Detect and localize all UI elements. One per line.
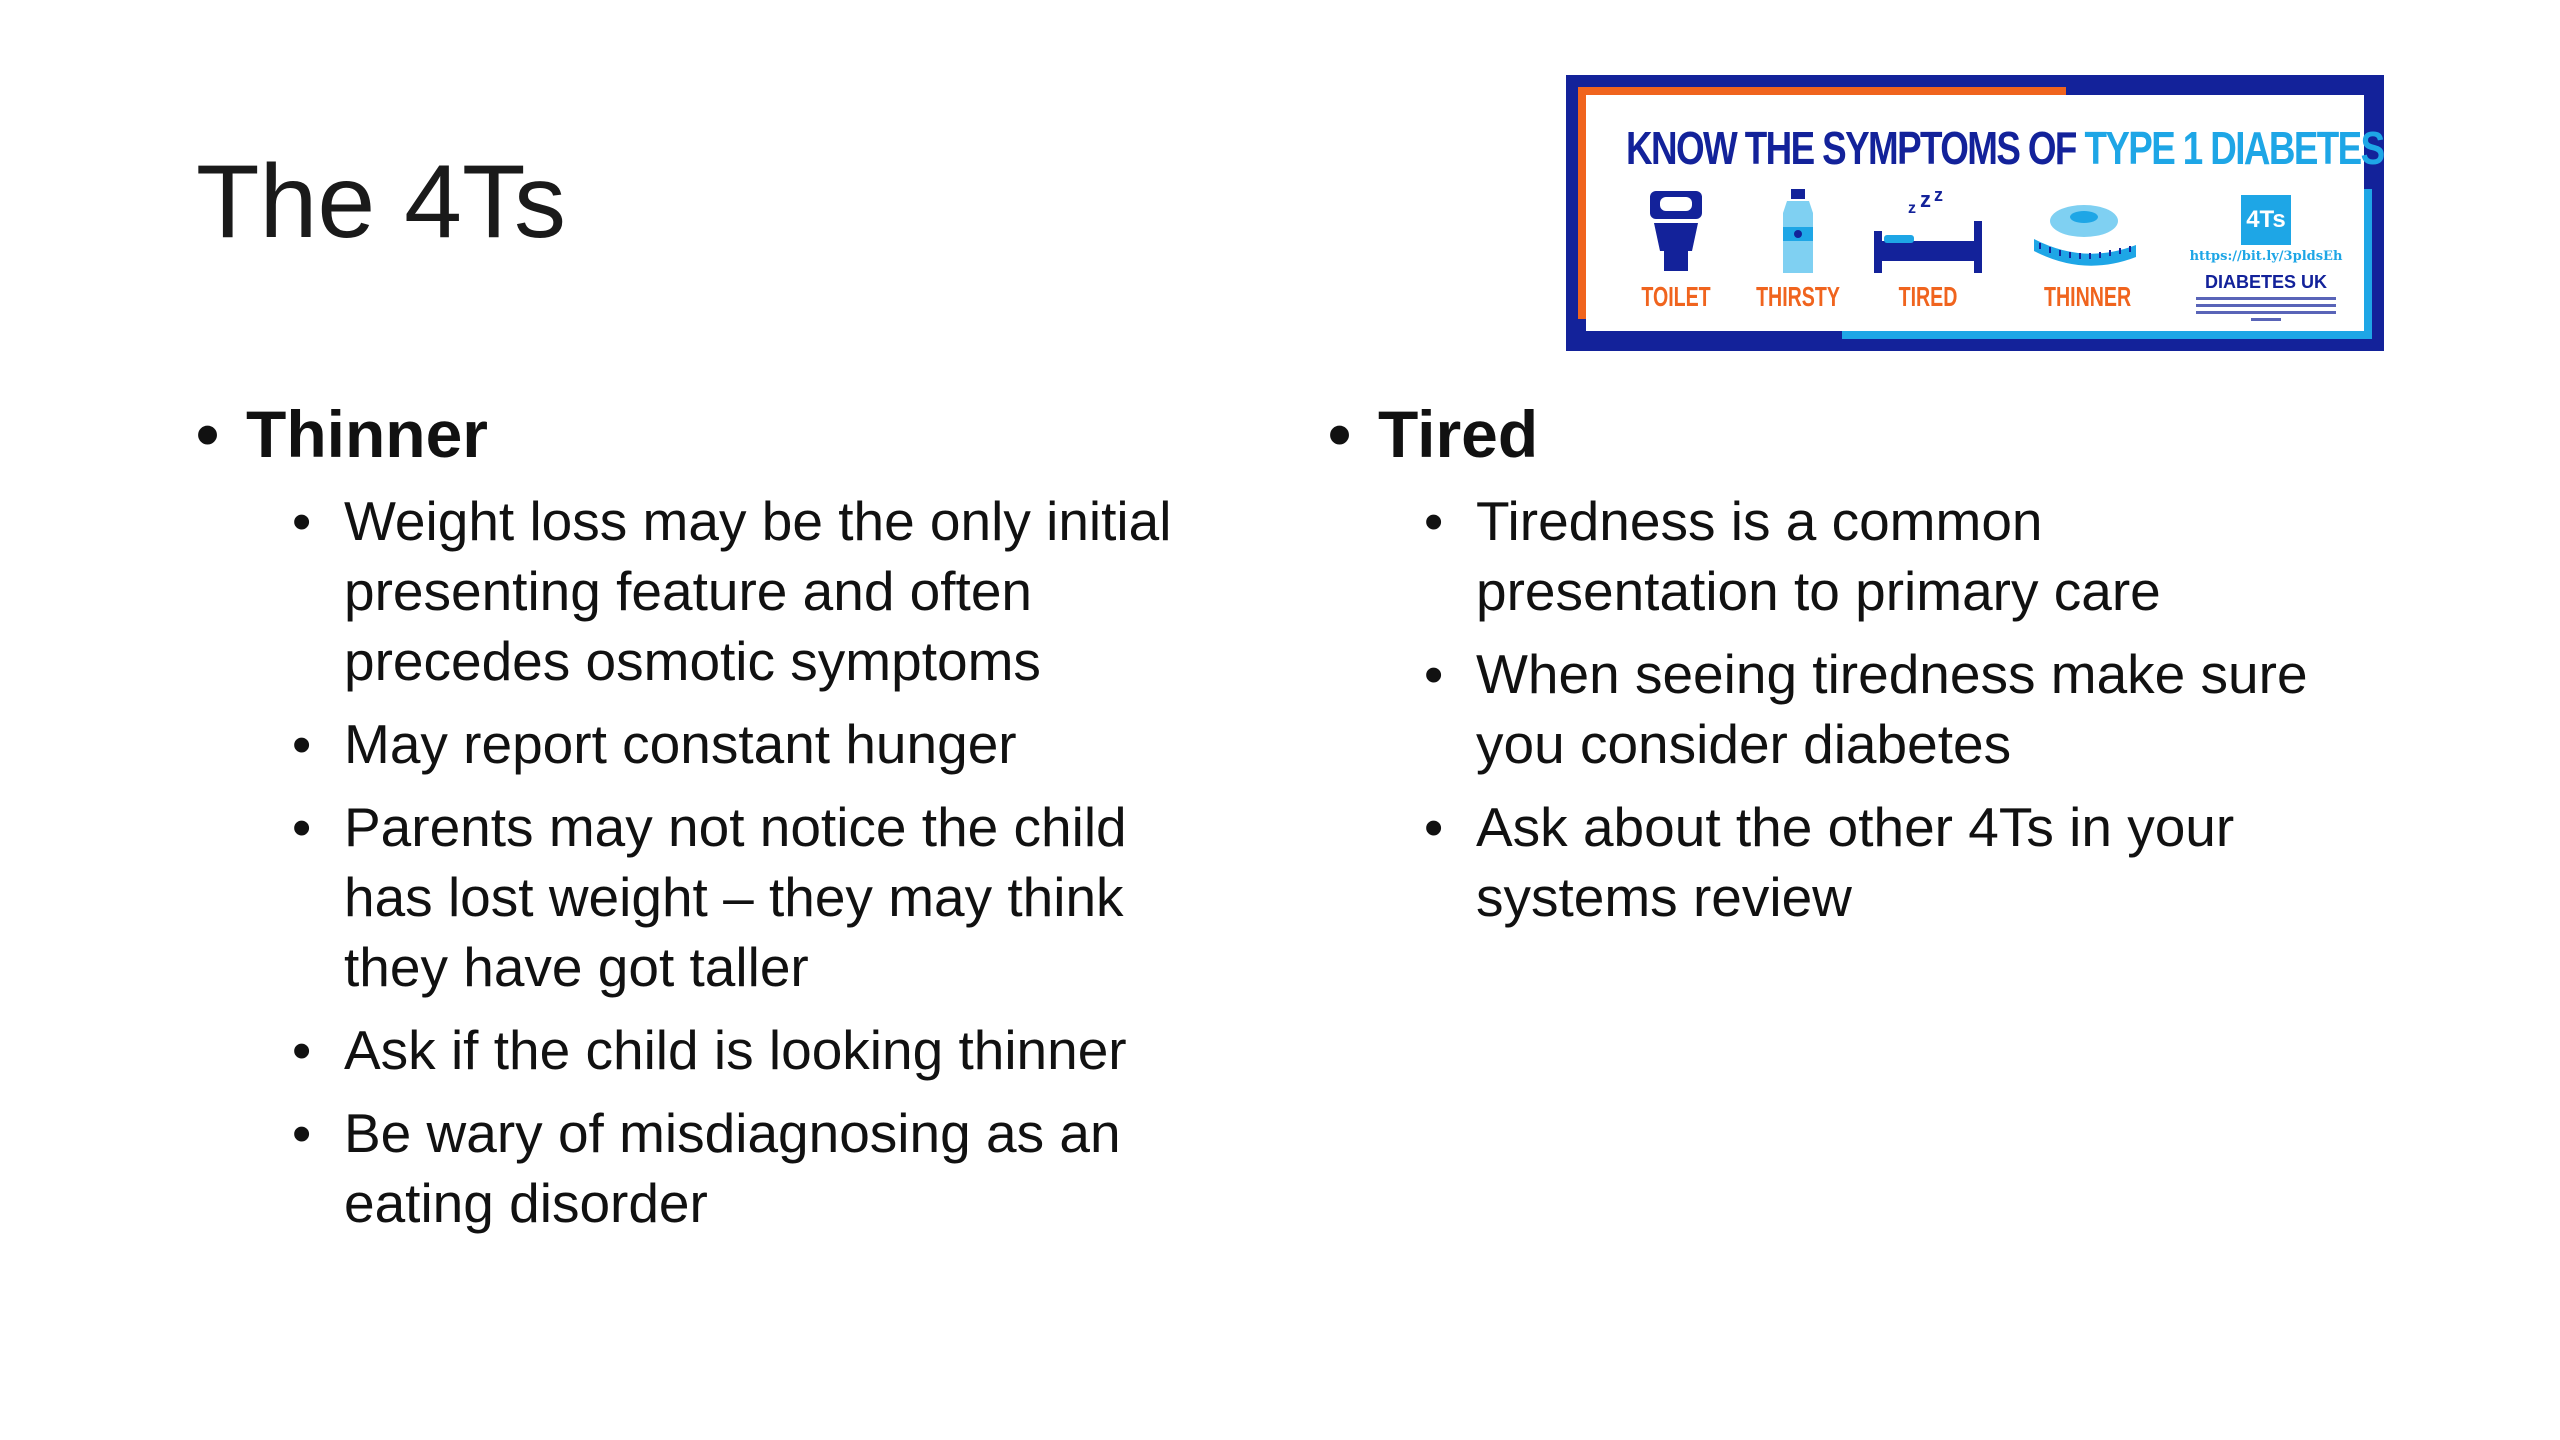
- symptom-label-thinner: THINNER: [2044, 281, 2132, 312]
- symptom-label-tired: TIRED: [1898, 281, 1958, 312]
- bullet-icon: •: [292, 1102, 312, 1164]
- type1-diabetes-banner: [1566, 75, 2384, 351]
- bullet-icon: •: [292, 1019, 312, 1081]
- list-item: [196, 1015, 1296, 1085]
- list-item-line: Ask about the other 4Ts in your: [1476, 796, 2235, 858]
- list-item: [196, 792, 1296, 1002]
- bullet-icon: •: [1424, 796, 1444, 858]
- banner-link[interactable]: https://bit.ly/3pldsEh: [2189, 249, 2343, 264]
- list-item-line: When seeing tiredness make sure: [1476, 643, 2308, 705]
- list-item-line: presentation to primary care: [1476, 560, 2161, 622]
- tired-points: [1328, 486, 2428, 932]
- 4ts-badge: 4Ts: [2241, 195, 2291, 245]
- symptom-toilet: [1616, 187, 1736, 311]
- list-item-line: Weight loss may be the only initial: [344, 490, 1172, 552]
- list-item-line: Parents may not notice the child: [344, 796, 1127, 858]
- symptom-label-thirsty: THIRSTY: [1756, 281, 1840, 312]
- list-item: [196, 486, 1296, 696]
- list-item-line: presenting feature and often: [344, 560, 1033, 622]
- fineprint-line: [2196, 311, 2336, 314]
- fineprint-line: [2196, 304, 2336, 307]
- bullet-icon: •: [292, 796, 312, 858]
- thinner-column: [196, 392, 1296, 1251]
- symptom-thinner: [2026, 187, 2146, 311]
- svg-text:z: z: [1908, 200, 1916, 217]
- toilet-icon: [1646, 187, 1706, 277]
- slide-title: The 4Ts: [196, 144, 566, 260]
- symptom-thirsty: [1738, 187, 1858, 311]
- banner-heading: [1626, 123, 2384, 174]
- banner-heading-accent: TYPE 1 DIABETES: [2084, 122, 2384, 174]
- svg-text:z: z: [1920, 187, 1931, 212]
- bullet-icon: •: [1424, 643, 1444, 705]
- bullet-icon: •: [1424, 490, 1444, 552]
- list-item-line: they have got taller: [344, 936, 809, 998]
- banner-panel: [1586, 95, 2384, 331]
- list-item: [196, 1098, 1296, 1238]
- list-item: [1328, 639, 2428, 779]
- fineprint-line: [2251, 318, 2281, 321]
- list-item-line: May report constant hunger: [344, 713, 1017, 775]
- list-item-line: Ask if the child is looking thinner: [344, 1019, 1127, 1081]
- list-item: [1328, 486, 2428, 626]
- list-item-line: precedes osmotic symptoms: [344, 630, 1041, 692]
- tired-heading-text: Tired: [1378, 397, 1539, 471]
- tired-column: [1328, 392, 2428, 945]
- thinner-heading: [196, 392, 1296, 476]
- bullet-icon: •: [1328, 397, 1352, 471]
- list-item-line: has lost weight – they may think: [344, 866, 1124, 928]
- diabetes-uk-logo: DIABETES UK: [2204, 272, 2327, 292]
- list-item-line: Tiredness is a common: [1476, 490, 2043, 552]
- bullet-icon: •: [292, 490, 312, 552]
- water-bottle-icon: [1773, 187, 1823, 277]
- bullet-icon: •: [196, 397, 220, 471]
- banner-heading-prefix: KNOW THE SYMPTOMS OF: [1626, 122, 2085, 174]
- bed-icon: [1868, 187, 1988, 277]
- list-item-line: systems review: [1476, 866, 1852, 928]
- list-item-line: Be wary of misdiagnosing as an: [344, 1102, 1121, 1164]
- symptom-label-toilet: TOILET: [1641, 281, 1711, 312]
- thinner-heading-text: Thinner: [246, 397, 488, 471]
- tape-measure-icon: [2026, 187, 2146, 277]
- tired-heading: [1328, 392, 2428, 476]
- list-item-line: eating disorder: [344, 1172, 708, 1234]
- banner-badge-column: [2186, 195, 2346, 321]
- svg-text:z: z: [1934, 187, 1943, 205]
- symptom-tired: [1868, 187, 1988, 311]
- fineprint-line: [2196, 297, 2336, 300]
- bullet-icon: •: [292, 713, 312, 775]
- list-item: [1328, 792, 2428, 932]
- list-item: [196, 709, 1296, 779]
- thinner-points: [196, 486, 1296, 1238]
- list-item-line: you consider diabetes: [1476, 713, 2012, 775]
